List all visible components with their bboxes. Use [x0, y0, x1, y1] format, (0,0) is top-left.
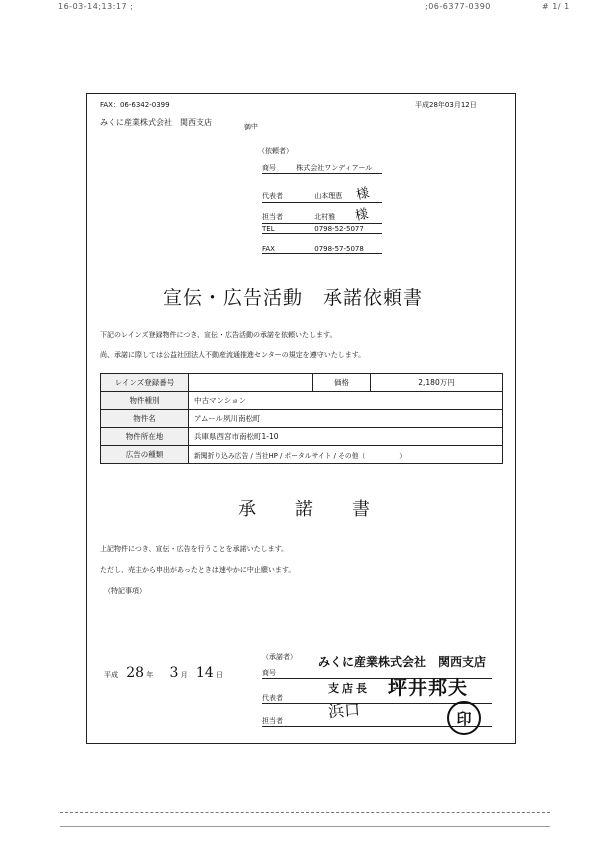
requester-label: 代表者: [262, 192, 283, 200]
requester-row-company: [262, 163, 382, 174]
date-year-handwritten: 28: [126, 665, 145, 681]
approver-person-label: 担当者: [262, 717, 283, 725]
requester-value: 北村雅: [314, 213, 336, 221]
reins-value: [189, 374, 313, 391]
approver-company-label: 商号: [262, 669, 276, 677]
approver-rep-title: 支店長: [328, 682, 370, 695]
approval-date: [104, 665, 223, 681]
special-notes-heading: （特記事項）: [104, 587, 146, 595]
approval-line-2: ただし、売主から申出があったときは速やかに中止願います。: [100, 566, 296, 574]
seal-stamp: [447, 701, 481, 735]
requester-value: 0798-52-5077: [314, 225, 364, 233]
ad-type-label: 広告の種類: [101, 446, 189, 463]
approval-title: 承 諾 書: [238, 499, 371, 520]
recipient-suffix: 御中: [243, 122, 259, 132]
requester-value: 山本理恵: [314, 192, 343, 200]
fax-datetime: 16-03-14;13:17 ;: [58, 2, 134, 11]
requester-label: TEL: [262, 225, 275, 233]
date-month-handwritten: 3: [169, 665, 179, 681]
document-title: 宣伝・広告活動 承諾依頼書: [163, 287, 424, 309]
intro-line-1: 下記のレインズ登録物件につき、宣伝・広告活動の承諾を依頼いたします。: [100, 331, 337, 339]
requester-label: 担当者: [262, 213, 283, 221]
date-prefix: 平成: [104, 671, 118, 679]
approver-rep-name: 坪井邦夫: [388, 677, 469, 699]
requester-value: 株式会社ワンディアール: [296, 164, 373, 172]
reins-label: レインズ登録番号: [101, 374, 189, 391]
property-type-value: 中古マンション: [194, 396, 247, 405]
table-row: [101, 410, 502, 428]
table-row: [101, 392, 502, 410]
table-row: [101, 446, 502, 463]
approver-person-signature: 浜口: [327, 699, 361, 722]
footer-divider: [60, 826, 550, 827]
requester-row-contact: [262, 204, 382, 224]
table-row: [101, 428, 502, 446]
sender-fax: FAX：06-6342-0399: [100, 101, 170, 109]
requester-row-representative: [262, 183, 382, 203]
requester-heading: （依頼者）: [258, 147, 293, 155]
price-value: 2,180万円: [418, 378, 455, 387]
property-name-label: 物件名: [101, 410, 189, 427]
approver-company-stamp: みくに産業株式会社 関西支店: [318, 655, 487, 669]
date-day-unit: 日: [215, 671, 223, 679]
approver-heading: （承諾者）: [262, 653, 297, 661]
table-row: [101, 374, 502, 392]
footer-divider: [60, 812, 550, 813]
seal-character: 印: [456, 709, 472, 728]
property-name-value: アムール夙川南松町: [194, 414, 261, 423]
document-date: 平成28年03月12日: [415, 101, 477, 109]
date-day-handwritten: 14: [195, 665, 214, 681]
fax-page-counter: # 1/ 1: [542, 2, 570, 11]
ad-type-value: 新聞折り込み広告 / 当社HP / ポータルサイト / その他（ ）: [194, 451, 407, 460]
property-table: [100, 373, 503, 464]
requester-row-tel: [262, 225, 382, 234]
price-label: 価格: [313, 374, 371, 391]
date-year-unit: 年: [146, 671, 154, 679]
honorific-handwritten: 様: [355, 185, 372, 204]
recipient-company: みくに産業株式会社 関西支店: [100, 118, 212, 127]
intro-line-2: 尚、承諾に際しては公益社団法人不動産流通推進センターの規定を遵守いたします。: [100, 351, 366, 359]
property-type-label: 物件種別: [101, 392, 189, 409]
requester-label: 商号: [262, 164, 276, 172]
fax-number: ;06-6377-0390: [425, 2, 491, 11]
property-address-value: 兵庫県西宮市南松町1-10: [194, 432, 279, 441]
approver-rep-label: 代表者: [262, 694, 283, 702]
requester-value: 0798-57-5078: [314, 245, 364, 253]
requester-row-fax: [262, 245, 382, 254]
property-address-label: 物件所在地: [101, 428, 189, 445]
date-month-unit: 月: [180, 671, 188, 679]
honorific-handwritten: 様: [354, 206, 371, 225]
approval-line-1: 上記物件につき、宣伝・広告を行うことを承諾いたします。: [100, 545, 289, 553]
requester-label: FAX: [262, 245, 275, 253]
